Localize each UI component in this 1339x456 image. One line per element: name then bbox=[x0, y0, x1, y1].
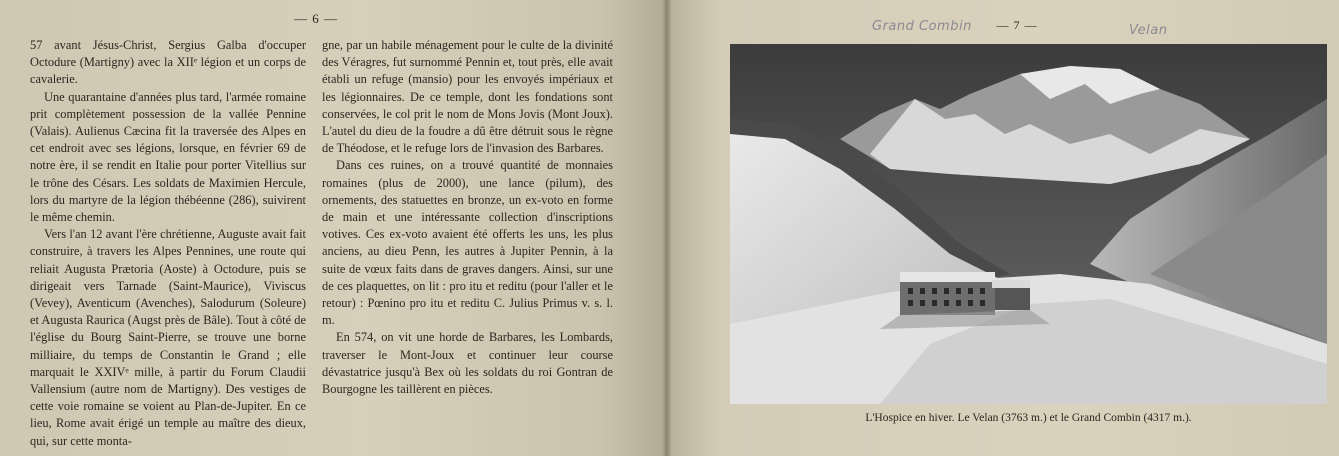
right-page bbox=[667, 0, 1339, 456]
paragraph: 57 avant Jésus-Christ, Sergius Galba d'occuper Octodure (Martigny) avec la XIIᵉ légion et un corps de cavalerie. bbox=[30, 38, 306, 87]
left-page bbox=[0, 0, 667, 456]
paragraph: Vers l'an 12 avant l'ère chrétienne, Auguste avait fait construire, à travers les Alpes Pennines, une route qui reliait Augusta Prætoria (Aoste) à Octodure, puis se dirigeait vers Tarnade (Saint-Maurice), Viviscus (Vevey), Aventicum (Avenches), Salodurum (Soleure) et Augusta Raurica (Augst près de Bâle). Tout à côté de l'église du Bourg Saint-Pierre, se trouve une borne milliaire, du temps de Constantin le Grand ; elle marquait le XXIVᵉ mille, à partir du Forum Claudii Vallensium (autre nom de Martigny). Des vestiges de cette voie romaine se voient au Plan-de-Jupiter. En ce lieu, Rome avait érigé un temple au maître des dieux, qui, sur cette monta- bbox=[30, 227, 306, 448]
paragraph: Une quarantaine d'années plus tard, l'armée romaine prit complètement possession de la vallée Pennine (Valais). Aulienus Cæcina fit la traversée des Alpes en cet endroit avec ses légions, lorsque, en février 69 de notre ère, il se rendit en Italie pour porter Vitellius sur le trône des Césars. Les soldats de Maximien Hercule, lors du martyre de la légion thébéenne (286), suivirent le même chemin. bbox=[30, 89, 306, 225]
book-gutter bbox=[662, 0, 672, 456]
paragraph: En 574, on vit une horde de Barbares, les Lombards, traverser le Mont-Joux et continuer leur course dévastatrice jusqu'à Bex où les soldats du roi Gontran de Bourgogne les taillèrent en pièces. bbox=[322, 330, 613, 397]
paragraph: Dans ces ruines, on a trouvé quantité de monnaies romaines (plus de 2000), une lance (pilum), des ornements, des statuettes en bronze, un ex-voto en forme de main et une intéressante collection d'inscriptions votives. Ces ex-voto avaient été offerts les uns, les plus anciens, au dieu Penn, les autres à Jupiter Pennin, à la suite de vœux faits dans de graves dangers. Ainsi, sur une de ces plaquettes, on lit : pro itu et reditu (pour l'aller et le retour) : Pœnino pro itu et reditu C. Julius Primus v. s. l. m. bbox=[322, 158, 613, 328]
hospice-winter-photo bbox=[730, 44, 1327, 404]
handwritten-note-grand-combin: Grand Combin bbox=[872, 19, 972, 34]
handwritten-note-velan: Velan bbox=[1129, 23, 1168, 38]
photo-caption: L'Hospice en hiver. Le Velan (3763 m.) et le Grand Combin (4317 m.). bbox=[865, 412, 1192, 424]
paragraph: gne, par un habile ménagement pour le culte de la divinité des Véragres, fut surnommé Pennin et, tout près, elle avait établi un refuge (mansio) pour les envoyés impériaux et les légionnaires. De ce temple, dont les fondations sont conservées, le col prit le nom de Mons Jovis (Mont Joux). L'autel du dieu de la foudre a dû être détruit sous le règne de Théodose, et le refuge lors de l'invasion des Barbares. bbox=[322, 38, 613, 156]
text-column-right bbox=[322, 37, 613, 398]
text-column-left bbox=[30, 37, 306, 450]
page-number-left: — 6 — bbox=[294, 11, 338, 26]
page-number-right: — 7 — bbox=[996, 18, 1038, 32]
mountain-hospice-photo-icon bbox=[730, 44, 1327, 404]
